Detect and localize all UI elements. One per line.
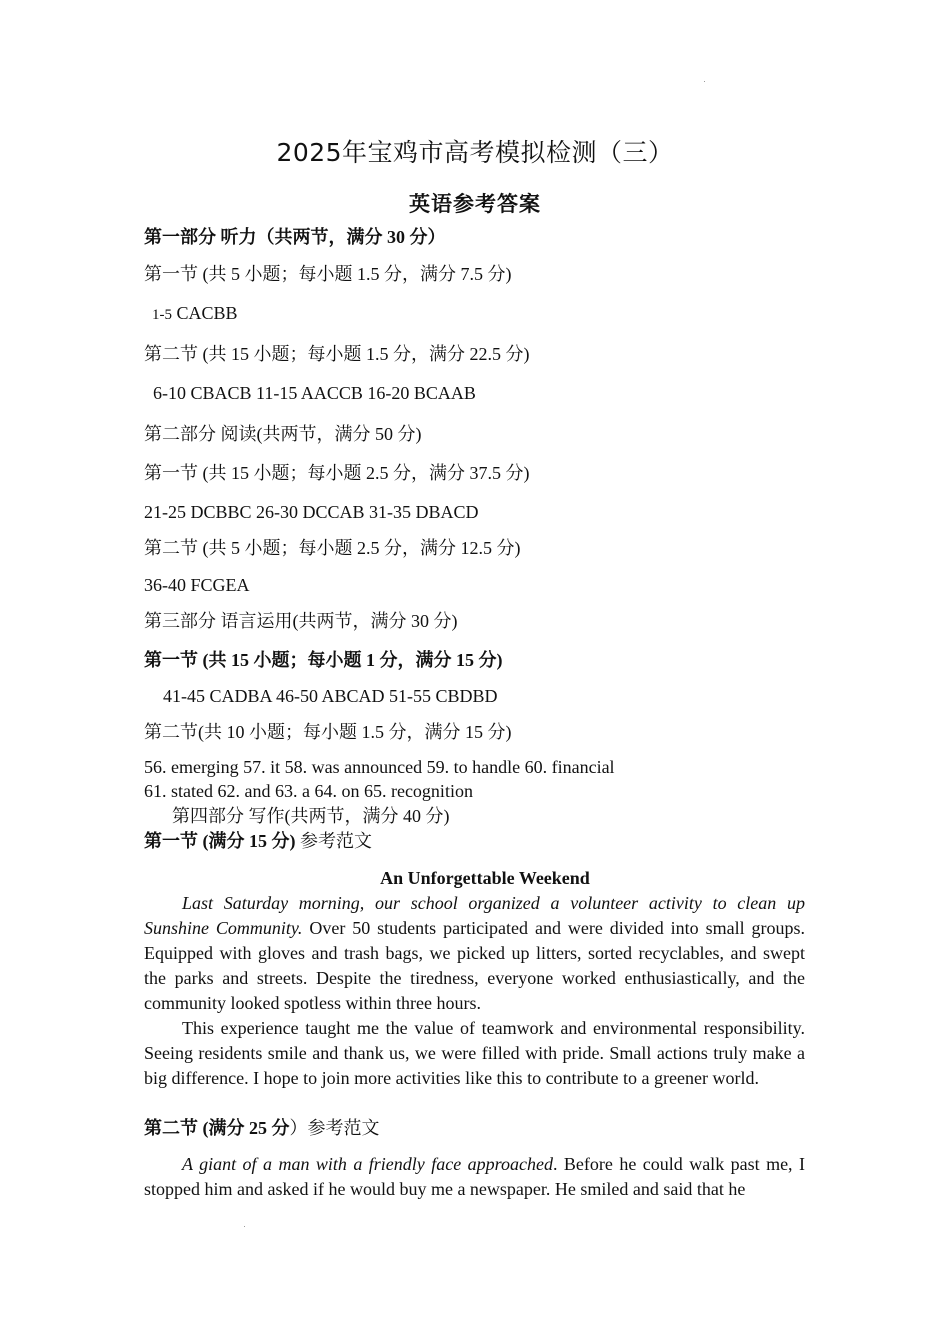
part4-sec2-heading-bold: 第二节 (满分 25 分 (144, 1118, 290, 1138)
essay1-p1-text: Over 50 students participated and were divided into small groups. Equipped with gloves and trash bags, we picked up litters, sorted recyclables, and swept the parks and streets. Despite the tiredness, everyone worked enthusiastically, and the community looked spotless within three hours. (144, 918, 806, 1013)
part4-sec1-heading-rest: 参考范文 (295, 831, 372, 851)
part2-sec2-heading: 第二节 (共 5 小题；每小题 2.5 分，满分 12.5 分) (144, 538, 521, 558)
answer-letters: CACBB (172, 303, 238, 323)
part4-sec1-heading-bold: 第一节 (满分 15 分) (144, 831, 296, 851)
part3-sec1-answers: 41-45 CADBA 46-50 ABCAD 51-55 CBDBD (163, 686, 498, 706)
part4-sec2-heading (144, 1117, 380, 1139)
part1-sec2-answers: 6-10 CBACB 11-15 AACCB 16-20 BCAAB (153, 383, 476, 403)
part1-sec1-heading: 第一节 (共 5 小题；每小题 1.5 分，满分 7.5 分) (144, 264, 512, 284)
part4-sec2-heading-rest: ）参考范文 (289, 1118, 380, 1138)
essay1-paragraph2: This experience taught me the value of teamwork and environmental responsibility. Seeing residents smile and thank us, we were filled with pride. Small actions truly make a big difference. I hope to join more activities like this to contribute to a greener world. (144, 1018, 805, 1088)
scan-speck (704, 81, 705, 82)
essay1-paragraph1 (144, 891, 805, 1016)
part2-sec2-answers: 36-40 FCGEA (144, 575, 250, 595)
part2-sec1-heading: 第一节 (共 15 小题；每小题 2.5 分，满分 37.5 分) (144, 463, 530, 483)
page-subtitle: 英语参考答案 (409, 192, 541, 216)
part3-sec2-answers-line1: 56. emerging 57. it 58. was announced 59. to handle 60. financial (144, 757, 615, 777)
part3-sec1-heading: 第一节 (共 15 小题；每小题 1 分，满分 15 分) (144, 650, 503, 670)
part4-heading: 第四部分 写作(共两节，满分 40 分) (172, 806, 450, 826)
part4-sec1-heading (144, 830, 372, 852)
essay1-p1-italic: Last Saturday morning, our school organized a volunteer activity to clean up Sunshine Community. (144, 893, 805, 938)
part1-sec1-answers (152, 302, 238, 326)
part1-sec2-heading: 第二节 (共 15 小题；每小题 1.5 分，满分 22.5 分) (144, 344, 530, 364)
essay2-p1-italic: A giant of a man with a friendly face approached (182, 1154, 553, 1174)
essay2-p1-text: . Before he could walk past me, I stopped him and asked if he would buy me a newspaper. He smiled and said that he (144, 1154, 805, 1199)
part2-heading: 第二部分 阅读(共两节，满分 50 分) (144, 424, 422, 444)
essay1-title: An Unforgettable Weekend (380, 868, 590, 888)
part3-heading: 第三部分 语言运用(共两节，满分 30 分) (144, 611, 458, 631)
part1-heading: 第一部分 听力（共两节，满分 30 分） (144, 227, 446, 247)
part2-sec1-answers: 21-25 DCBBC 26-30 DCCAB 31-35 DBACD (144, 502, 479, 522)
page-title: 2025年宝鸡市高考模拟检测（三） (276, 138, 674, 167)
part3-sec2-answers-line2: 61. stated 62. and 63. a 64. on 65. recognition (144, 781, 473, 801)
scan-speck (244, 1226, 245, 1227)
part3-sec2-heading: 第二节(共 10 小题；每小题 1.5 分，满分 15 分) (144, 722, 512, 742)
essay2-paragraph1 (144, 1152, 805, 1202)
answer-range: 1-5 (152, 307, 172, 323)
